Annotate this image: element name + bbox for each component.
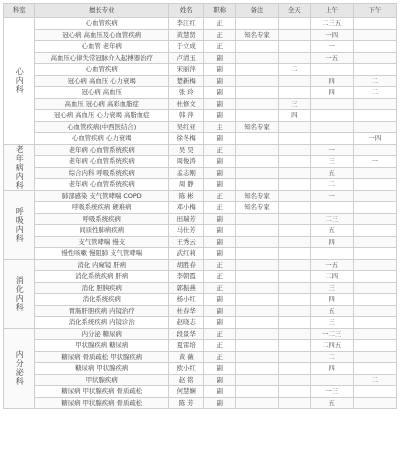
cell: 陈 芳 — [169, 397, 204, 409]
cell — [279, 259, 310, 271]
cell — [310, 133, 353, 145]
cell — [235, 271, 278, 283]
cell: 消化 胆胰疾病 — [35, 282, 169, 294]
cell — [279, 29, 310, 41]
cell: 主 — [204, 121, 235, 133]
cell — [279, 121, 310, 133]
cell: 副 — [204, 52, 235, 64]
table-row — [4, 156, 397, 168]
cell: 张 玲 — [169, 87, 204, 99]
column-header: 职称 — [204, 4, 235, 18]
cell: 心血管疾病(中西医结合) — [35, 121, 169, 133]
cell — [235, 317, 278, 329]
cell — [353, 271, 396, 283]
cell: 综合内科 呼吸系统疾病 — [35, 167, 169, 179]
cell — [353, 317, 396, 329]
cell — [310, 248, 353, 260]
cell: 副 — [204, 374, 235, 386]
cell: 高血压 冠心病 高彩血脂症 — [35, 98, 169, 110]
table-row — [4, 363, 397, 375]
cell — [353, 213, 396, 225]
cell: 正 — [204, 259, 235, 271]
table-row — [4, 305, 397, 317]
cell — [353, 144, 396, 156]
table-row — [4, 167, 397, 179]
table-row — [4, 110, 397, 122]
table-row — [4, 213, 397, 225]
department-cell: 内分泌科 — [4, 328, 35, 409]
cell: 冠心病 高血压 — [35, 87, 169, 99]
cell: 甲状腺疾病 — [35, 374, 169, 386]
cell — [353, 328, 396, 340]
cell — [353, 179, 396, 191]
cell: 李朝霞 — [169, 271, 204, 283]
cell: 周 静 — [169, 179, 204, 191]
cell — [353, 41, 396, 53]
cell: 心血管 老年病 — [35, 41, 169, 53]
cell: 胃肠肝胆疾病 内镜治疗 — [35, 305, 169, 317]
cell — [279, 167, 310, 179]
cell — [353, 167, 396, 179]
cell: 副 — [204, 133, 235, 145]
cell: 副 — [204, 236, 235, 248]
table-row — [4, 18, 397, 30]
cell: 支气管哮喘 慢支 — [35, 236, 169, 248]
cell — [279, 179, 310, 191]
cell: 一四 — [310, 29, 353, 41]
cell: 肺部感染 支气管哮喘 COPD — [35, 190, 169, 202]
cell — [353, 282, 396, 294]
cell: 五 — [310, 167, 353, 179]
cell — [279, 18, 310, 30]
cell: 于立成 — [169, 41, 204, 53]
cell: 三 — [310, 282, 353, 294]
doctor-schedule-table — [3, 3, 397, 409]
cell: 欧小红 — [169, 363, 204, 375]
cell — [235, 41, 278, 53]
cell: 二三 — [310, 213, 353, 225]
cell: 杜春华 — [169, 305, 204, 317]
cell: 一四 — [353, 133, 396, 145]
cell — [279, 133, 310, 145]
cell: 邓小梅 — [169, 202, 204, 214]
cell — [235, 64, 278, 76]
cell: 杜修文 — [169, 98, 204, 110]
cell — [279, 225, 310, 237]
cell: 黄 薇 — [169, 351, 204, 363]
cell: 间质性肺病疾病 — [35, 225, 169, 237]
cell — [353, 110, 396, 122]
cell — [353, 294, 396, 306]
cell: 副 — [204, 397, 235, 409]
cell — [279, 52, 310, 64]
cell: 冠心病 高血压及心血管疾病 — [35, 29, 169, 41]
cell — [235, 397, 278, 409]
cell — [235, 328, 278, 340]
cell: 老年病 心血管系统疾病 — [35, 144, 169, 156]
cell — [235, 213, 278, 225]
cell: 一 — [310, 190, 353, 202]
cell: 杨小红 — [169, 294, 204, 306]
table-row — [4, 98, 397, 110]
column-header: 科室 — [4, 4, 35, 18]
cell: 副 — [204, 225, 235, 237]
table-header — [4, 4, 397, 18]
cell: 心血管疾病 — [35, 64, 169, 76]
cell: 四 — [279, 110, 310, 122]
table-row — [4, 328, 397, 340]
cell: 一五 — [310, 52, 353, 64]
table-row — [4, 190, 397, 202]
cell — [310, 64, 353, 76]
cell: 段景华 — [169, 328, 204, 340]
cell: 黄慧贤 — [169, 29, 204, 41]
cell: 四 — [310, 294, 353, 306]
table-row — [4, 340, 397, 352]
cell: 老年病 心血管系统疾病 — [35, 156, 169, 168]
cell — [235, 351, 278, 363]
cell — [235, 144, 278, 156]
cell: 五 — [310, 225, 353, 237]
cell: 知名专家 — [235, 121, 278, 133]
cell: 楚新梅 — [169, 75, 204, 87]
cell: 一五 — [310, 259, 353, 271]
cell — [235, 386, 278, 398]
table-row — [4, 75, 397, 87]
cell: 二 — [353, 75, 396, 87]
department-cell: 老年病内科 — [4, 144, 35, 190]
cell: 三 — [279, 98, 310, 110]
cell — [235, 236, 278, 248]
cell — [235, 52, 278, 64]
cell — [235, 374, 278, 386]
column-header: 全天 — [279, 4, 310, 18]
cell: 四 — [310, 236, 353, 248]
cell: 副 — [204, 87, 235, 99]
cell: 四 — [310, 75, 353, 87]
cell: 糖尿病 甲状腺疾病 — [35, 363, 169, 375]
cell: 二 — [279, 64, 310, 76]
table-row — [4, 52, 397, 64]
cell: 胡胜春 — [169, 259, 204, 271]
cell: 宋丽萍 — [169, 64, 204, 76]
cell — [235, 225, 278, 237]
cell — [279, 213, 310, 225]
cell: 二四五 — [310, 340, 353, 352]
cell: 一二三 — [310, 328, 353, 340]
cell: 正 — [204, 18, 235, 30]
cell — [353, 52, 396, 64]
cell: 副 — [204, 248, 235, 260]
cell: 心血管疾病 — [35, 18, 169, 30]
cell: 二 — [353, 87, 396, 99]
cell — [279, 340, 310, 352]
cell: 高血压心律失常冠脉介入起搏器治疗 — [35, 52, 169, 64]
cell: 一三 — [310, 386, 353, 398]
cell — [353, 29, 396, 41]
cell: 呼吸系统疾病 — [35, 213, 169, 225]
cell — [279, 328, 310, 340]
cell — [279, 363, 310, 375]
cell: 正 — [204, 271, 235, 283]
cell — [235, 179, 278, 191]
cell — [279, 351, 310, 363]
cell — [235, 98, 278, 110]
table-row — [4, 121, 397, 133]
cell — [279, 386, 310, 398]
cell — [279, 156, 310, 168]
department-cell: 消化内科 — [4, 259, 35, 328]
cell: 四 — [310, 87, 353, 99]
cell — [235, 156, 278, 168]
table-row — [4, 282, 397, 294]
column-header: 备注 — [235, 4, 278, 18]
cell: 孟志刚 — [169, 167, 204, 179]
cell: 正 — [204, 29, 235, 41]
cell: 副 — [204, 363, 235, 375]
table-body — [4, 18, 397, 409]
table-row — [4, 41, 397, 53]
cell — [279, 282, 310, 294]
table-row — [4, 133, 397, 145]
cell — [235, 110, 278, 122]
cell: 副 — [204, 110, 235, 122]
cell: 副 — [204, 179, 235, 191]
cell — [310, 98, 353, 110]
cell: 副 — [204, 98, 235, 110]
cell: 二 — [310, 179, 353, 191]
cell: 赵晓志 — [169, 317, 204, 329]
cell: 副 — [204, 156, 235, 168]
cell — [353, 64, 396, 76]
cell — [279, 87, 310, 99]
cell: 糖尿病 骨质疏松 甲状腺疾病 — [35, 351, 169, 363]
cell — [353, 363, 396, 375]
table-row — [4, 248, 397, 260]
cell: 正 — [204, 340, 235, 352]
cell — [353, 236, 396, 248]
cell: 知名专家 — [235, 202, 278, 214]
table-row — [4, 202, 397, 214]
cell — [279, 397, 310, 409]
cell — [353, 121, 396, 133]
cell: 一 — [353, 156, 396, 168]
cell: 夏雷培 — [169, 340, 204, 352]
cell: 二三五 — [310, 18, 353, 30]
cell: 二 — [353, 374, 396, 386]
cell: 五 — [310, 397, 353, 409]
column-header: 下午 — [353, 4, 396, 18]
cell — [235, 259, 278, 271]
cell: 二 — [310, 351, 353, 363]
cell: 副 — [204, 213, 235, 225]
cell — [353, 305, 396, 317]
cell — [279, 144, 310, 156]
cell: 陈 彬 — [169, 190, 204, 202]
table-row — [4, 294, 397, 306]
table-row — [4, 317, 397, 329]
table-row — [4, 236, 397, 248]
cell — [235, 248, 278, 260]
cell — [235, 75, 278, 87]
table-row — [4, 351, 397, 363]
table-row — [4, 87, 397, 99]
department-cell: 心内科 — [4, 18, 35, 145]
cell: 副 — [204, 294, 235, 306]
cell: 副 — [204, 305, 235, 317]
table-row — [4, 374, 397, 386]
cell: 田瑞芳 — [169, 213, 204, 225]
cell: 吴 昊 — [169, 144, 204, 156]
cell: 一 — [310, 41, 353, 53]
cell: 糖尿病 甲状腺疾病 骨质疏松 — [35, 397, 169, 409]
cell — [279, 317, 310, 329]
cell: 消化 内窥镜 肝病 — [35, 259, 169, 271]
cell: 周俊涛 — [169, 156, 204, 168]
cell: 武红莉 — [169, 248, 204, 260]
cell: 正 — [204, 202, 235, 214]
cell: 副 — [204, 167, 235, 179]
cell — [353, 351, 396, 363]
cell — [353, 202, 396, 214]
cell: 正 — [204, 190, 235, 202]
cell — [235, 340, 278, 352]
cell — [235, 294, 278, 306]
cell — [353, 18, 396, 30]
cell: 赵 铭 — [169, 374, 204, 386]
cell: 知名专家 — [235, 29, 278, 41]
column-header: 上午 — [310, 4, 353, 18]
cell — [353, 98, 396, 110]
cell: 副 — [204, 64, 235, 76]
cell: 一 — [310, 144, 353, 156]
table-row — [4, 179, 397, 191]
cell — [235, 133, 278, 145]
cell: 正 — [204, 351, 235, 363]
column-header: 擅长专业 — [35, 4, 169, 18]
cell: 糖尿病 甲状腺疾病 骨质疏松 — [35, 386, 169, 398]
cell: 李江红 — [169, 18, 204, 30]
table-row — [4, 64, 397, 76]
cell — [279, 190, 310, 202]
cell — [310, 374, 353, 386]
cell: 韩 萍 — [169, 110, 204, 122]
cell — [279, 75, 310, 87]
cell — [235, 305, 278, 317]
cell: 三 — [310, 156, 353, 168]
cell: 冠心病 高血压 心力衰竭 高脂血症 — [35, 110, 169, 122]
cell — [235, 282, 278, 294]
table-row — [4, 225, 397, 237]
cell: 吴红亚 — [169, 121, 204, 133]
table-row — [4, 144, 397, 156]
cell: 正 — [204, 144, 235, 156]
table-row — [4, 29, 397, 41]
cell — [279, 374, 310, 386]
cell — [235, 87, 278, 99]
cell: 知名专家 — [235, 190, 278, 202]
cell — [279, 236, 310, 248]
cell: 心血管疾病 心力衰竭 — [35, 133, 169, 145]
cell: 副 — [204, 386, 235, 398]
cell: 卢清玉 — [169, 52, 204, 64]
cell — [235, 167, 278, 179]
cell: 甲状腺疾病 糖尿病 — [35, 340, 169, 352]
cell: 消化系统疾病 内镜诊治 — [35, 317, 169, 329]
cell — [353, 340, 396, 352]
cell: 正 — [204, 282, 235, 294]
cell: 副 — [204, 317, 235, 329]
cell — [279, 248, 310, 260]
cell — [353, 225, 396, 237]
cell: 内分泌 糖尿病 — [35, 328, 169, 340]
cell — [353, 259, 396, 271]
cell: 何慧娴 — [169, 386, 204, 398]
cell: 慢性咳嗽 慢阻肺 支气管哮喘 — [35, 248, 169, 260]
cell: 徐冬梅 — [169, 133, 204, 145]
cell — [353, 248, 396, 260]
table-row — [4, 271, 397, 283]
cell: 正 — [204, 41, 235, 53]
cell: 五 — [310, 305, 353, 317]
cell: 四 — [310, 363, 353, 375]
cell: 三 — [310, 317, 353, 329]
cell — [353, 190, 396, 202]
cell: 王秀云 — [169, 236, 204, 248]
cell: 老年病 心血管系统疾病 — [35, 179, 169, 191]
cell: 正 — [204, 328, 235, 340]
table-row — [4, 386, 397, 398]
cell: 冠心病 高血压 心力衰竭 — [35, 75, 169, 87]
department-cell: 呼吸内科 — [4, 190, 35, 259]
cell — [279, 271, 310, 283]
cell — [279, 305, 310, 317]
cell: 消化系统疾病 — [35, 294, 169, 306]
cell: 副 — [204, 75, 235, 87]
cell — [279, 294, 310, 306]
cell — [235, 18, 278, 30]
cell: 消化系统疾病 肝病 — [35, 271, 169, 283]
cell — [235, 363, 278, 375]
cell — [279, 202, 310, 214]
cell — [353, 397, 396, 409]
cell — [353, 386, 396, 398]
cell — [310, 110, 353, 122]
cell: 二四 — [310, 271, 353, 283]
cell — [279, 41, 310, 53]
cell — [310, 121, 353, 133]
cell — [310, 202, 353, 214]
cell: 马仕芳 — [169, 225, 204, 237]
table-row — [4, 259, 397, 271]
column-header: 姓名 — [169, 4, 204, 18]
cell: 呼吸系统疾病 硬难病 — [35, 202, 169, 214]
cell: 郭振燕 — [169, 282, 204, 294]
table-row — [4, 397, 397, 409]
